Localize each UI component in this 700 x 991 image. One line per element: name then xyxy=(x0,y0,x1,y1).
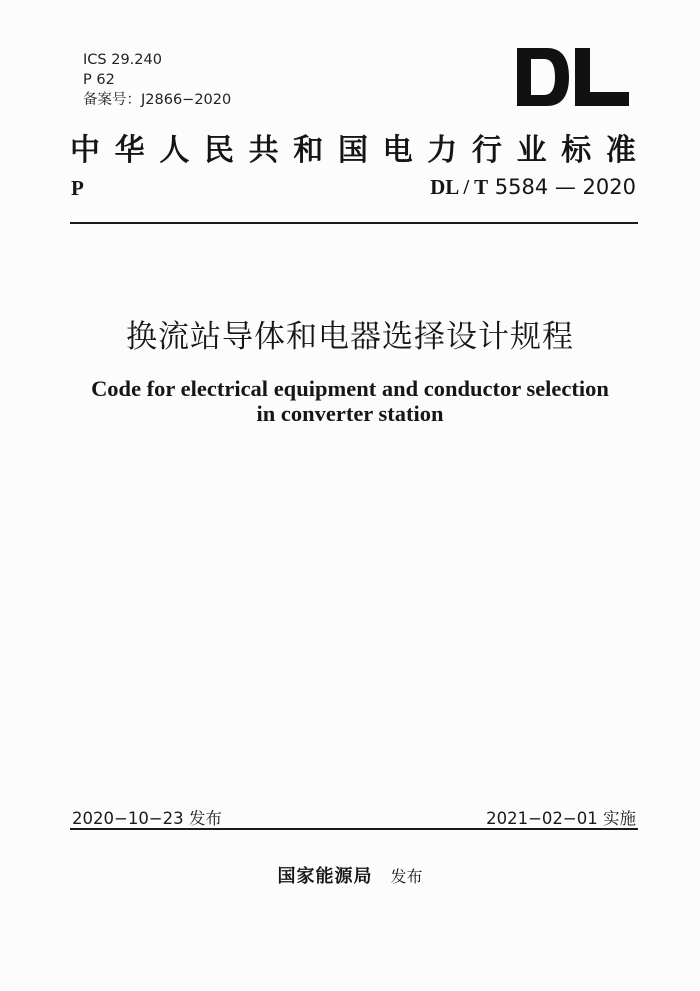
standard-type-char: 行 xyxy=(471,133,502,168)
standard-code xyxy=(430,175,636,200)
standard-type-char: 华 xyxy=(114,133,145,168)
classification-block xyxy=(83,50,231,110)
standard-type-char: 民 xyxy=(203,133,234,168)
standard-type-title xyxy=(70,127,636,167)
document-title-english xyxy=(0,376,700,426)
publisher-action: 发布 xyxy=(390,867,423,886)
standard-type-char: 共 xyxy=(248,133,279,168)
publisher-org: 国家能源局 xyxy=(277,866,373,887)
issued-date: 2020−10−23 发布 xyxy=(72,809,222,828)
top-divider xyxy=(70,222,638,224)
ccs-code: P 62 xyxy=(83,72,115,88)
english-title-line-1: Code for electrical equipment and conductor selection xyxy=(91,376,609,401)
english-title-line-2: in converter station xyxy=(256,401,444,426)
implementation-date: 2021−02−01 实施 xyxy=(486,809,636,828)
filing-number: 备案号：J2866−2020 xyxy=(83,92,232,108)
standard-type-char: 国 xyxy=(337,133,368,168)
standard-type-char: 和 xyxy=(293,133,324,168)
dl-logo-d xyxy=(517,48,569,106)
standard-type-char: 电 xyxy=(382,133,413,168)
standard-code-prefix: DL / T xyxy=(430,175,489,199)
standard-code-number: 5584 — 2020 xyxy=(488,175,636,199)
standard-type-char: 中 xyxy=(70,133,100,168)
bottom-divider xyxy=(70,828,638,830)
standard-type-char: 人 xyxy=(159,133,190,168)
standard-type-char: 业 xyxy=(516,133,547,168)
standard-type-char: 力 xyxy=(427,133,458,168)
standard-type-char: 准 xyxy=(605,133,636,168)
publisher-line xyxy=(0,862,700,888)
standard-type-char: 标 xyxy=(561,133,592,168)
dl-logo xyxy=(517,48,629,106)
dl-logo-l xyxy=(575,48,629,106)
ics-code: ICS 29.240 xyxy=(83,52,162,68)
document-title-chinese: 换流站导体和电器选择设计规程 xyxy=(126,319,574,355)
category-letter: P xyxy=(71,176,84,200)
